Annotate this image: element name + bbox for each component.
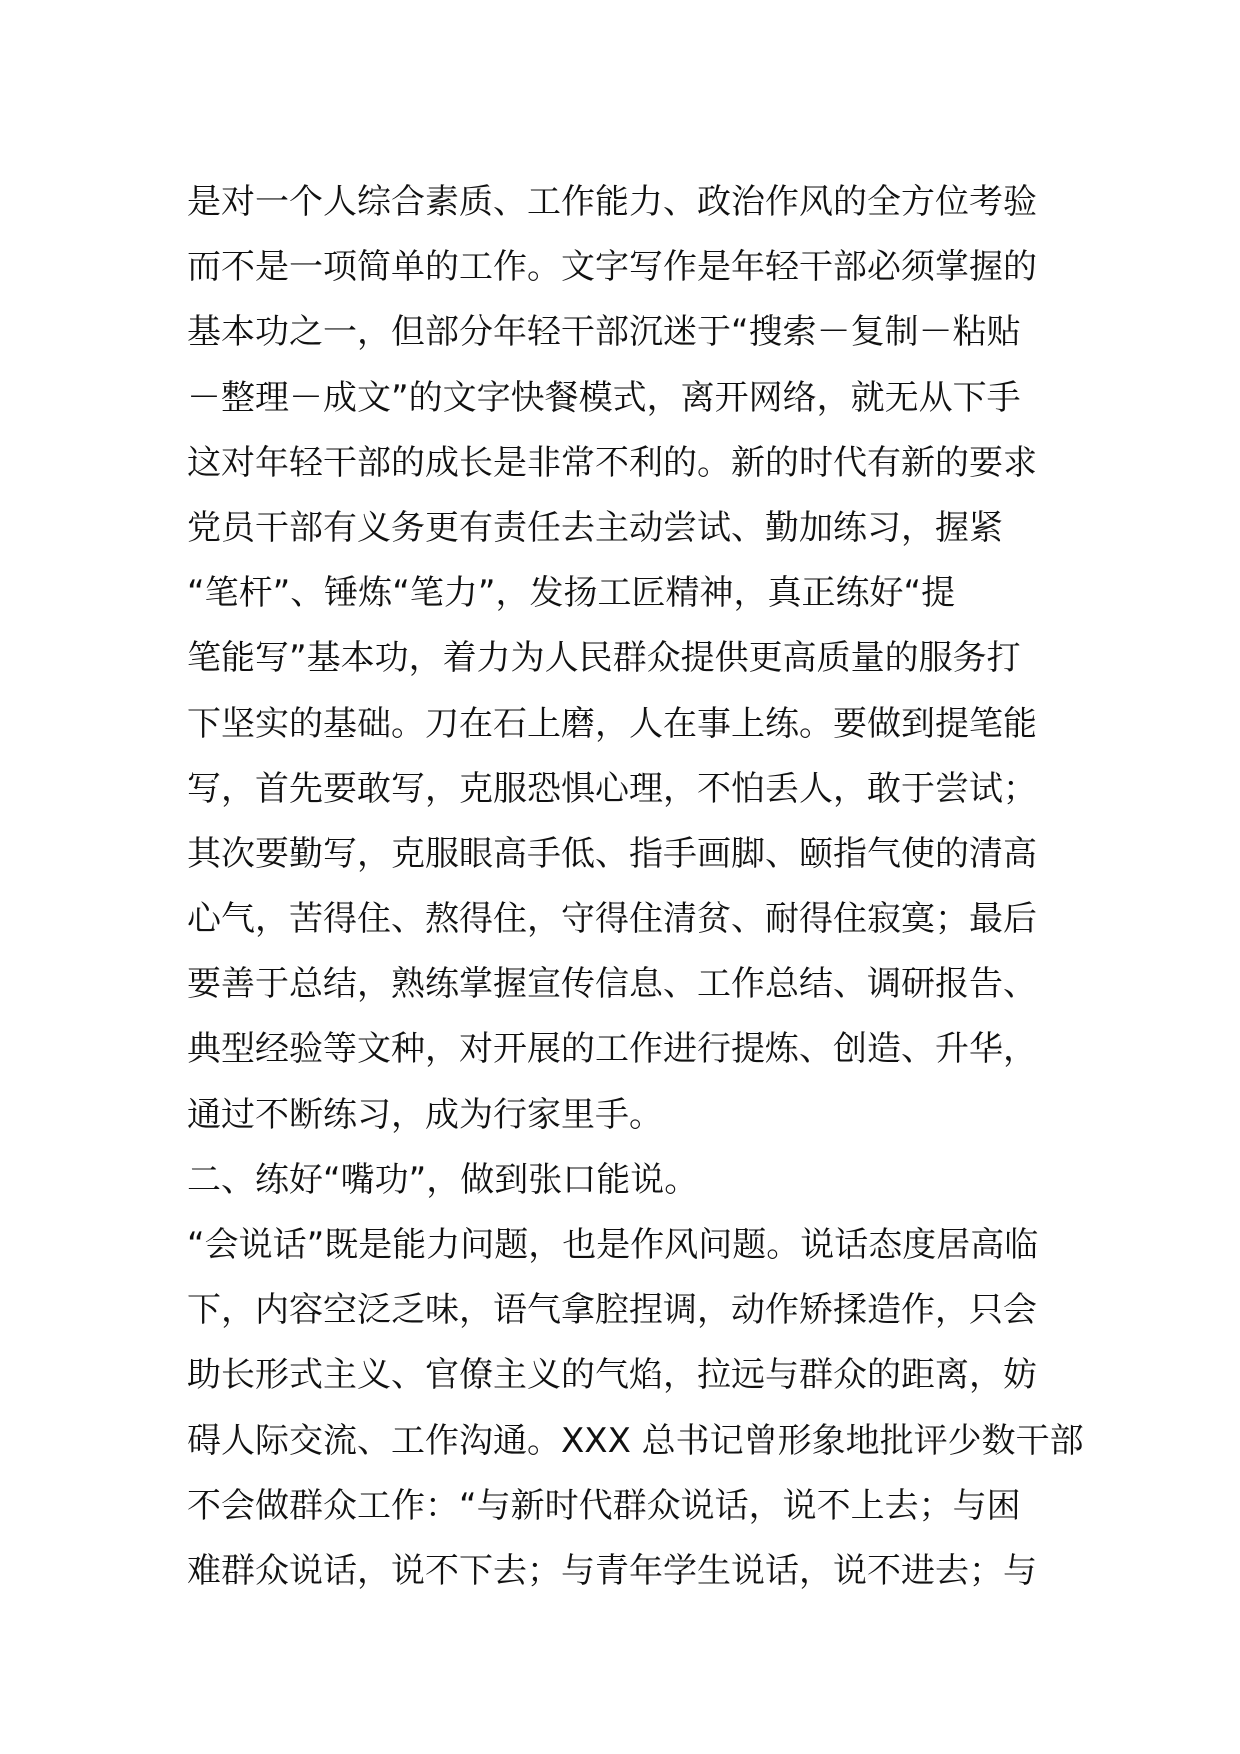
text-line: 心气，苦得住、熬得住，守得住清贫、耐得住寂寞；最后 [187, 899, 1037, 940]
text-line: 这对年轻干部的成长是非常不利的。新的时代有新的要求 [187, 442, 1037, 483]
text-line: 基本功之一，但部分年轻干部沉迷于“搜索－复制－粘贴 [187, 312, 1021, 353]
text-line: “笔杆”、锤炼“笔力”，发扬工匠精神，真正练好“提 [187, 573, 956, 614]
text-line: 下坚实的基础。刀在石上磨，人在事上练。要做到提笔能 [187, 703, 1037, 744]
text-line: 典型经验等文种，对开展的工作进行提炼、创造、升华， [187, 1029, 1037, 1070]
text-line: “会说话”既是能力问题，也是作风问题。说话态度居高临 [187, 1225, 1039, 1265]
text-line: 不会做群众工作：“与新时代群众说话，说不上去；与困 [187, 1485, 1021, 1526]
document-body [187, 170, 1084, 1604]
text-line: 党员干部有义务更有责任去主动尝试、勤加练习，握紧 [187, 507, 1003, 548]
text-line: 而不是一项简单的工作。文字写作是年轻干部必须掌握的 [187, 247, 1037, 288]
text-line: －整理－成文”的文字快餐模式，离开网络，就无从下手 [187, 377, 1021, 418]
text-line: 是对一个人综合素质、工作能力、政治作风的全方位考验 [187, 182, 1037, 222]
text-line: 碍人际交流、工作沟通。XXX 总书记曾形象地批评少数干部 [187, 1420, 1084, 1461]
text-line: 助长形式主义、官僚主义的气焰，拉远与群众的距离，妨 [187, 1355, 1037, 1396]
text-line: 写，首先要敢写，克服恐惧心理，不怕丢人，敢于尝试； [187, 768, 1037, 809]
text-line: 下，内容空泛乏味，语气拿腔捏调，动作矫揉造作，只会 [187, 1290, 1037, 1331]
text-line: 难群众说话，说不下去；与青年学生说话，说不进去；与 [187, 1550, 1037, 1591]
text-line: 笔能写”基本功，着力为人民群众提供更高质量的服务打 [187, 638, 1021, 679]
text-line: 通过不断练习，成为行家里手。 [187, 1094, 663, 1135]
text-line: 要善于总结，熟练掌握宣传信息、工作总结、调研报告、 [187, 964, 1037, 1005]
text-line: 其次要勤写，克服眼高手低、指手画脚、颐指气使的清高 [187, 833, 1037, 874]
section-heading: 二、练好“嘴功”，做到张口能说。 [187, 1159, 699, 1200]
